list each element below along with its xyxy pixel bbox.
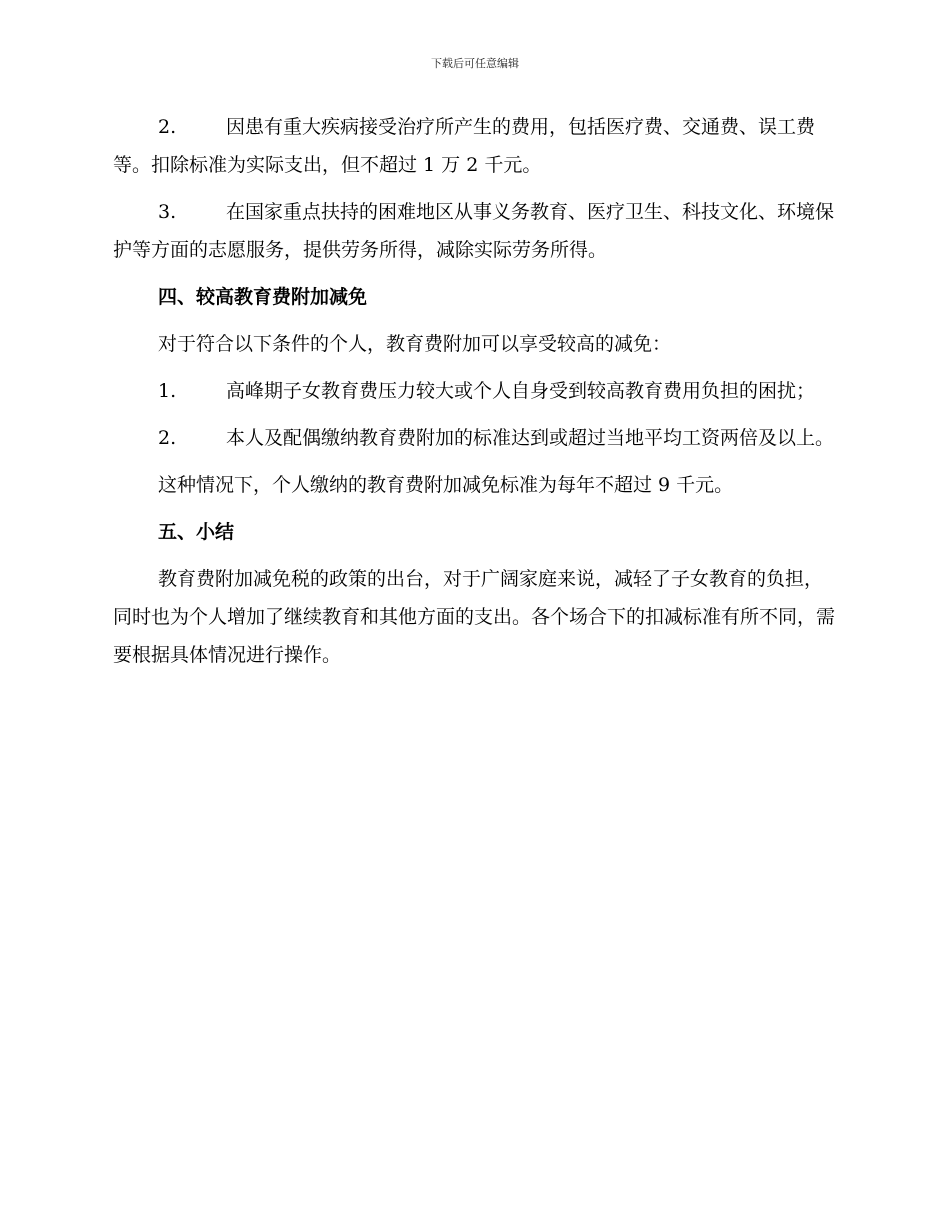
paragraph: 对于符合以下条件的个人，教育费附加可以享受较高的减免：	[158, 333, 672, 355]
section-heading: 四、较高教育费附加减免	[158, 286, 368, 308]
list-item	[113, 419, 835, 457]
page-header-note: 下载后可任意编辑	[431, 57, 519, 70]
list-item-text: 高峰期子女教育费压力较大或个人自身受到较高教育费用负担的困扰；	[226, 380, 816, 402]
section-heading: 五、小结	[158, 521, 235, 543]
list-item	[113, 108, 835, 184]
list-item-number: 1.	[158, 380, 177, 402]
list-item-text: 因患有重大疾病接受治疗所产生的费用，包括医疗费、交通费、误工费等。扣除标准为实际支出，但不超过 1 万 2 千元。	[113, 116, 816, 176]
list-item-text: 本人及配偶缴纳教育费附加的标准达到或超过当地平均工资两倍及以上。	[226, 427, 835, 449]
list-item	[113, 193, 835, 269]
list-item-number: 2.	[158, 427, 177, 449]
list-item-text: 在国家重点扶持的困难地区从事义务教育、医疗卫生、科技文化、环境保护等方面的志愿服务，提供劳务所得，减除实际劳务所得。	[113, 201, 835, 261]
list-item	[113, 372, 835, 410]
document-body	[113, 108, 835, 683]
paragraph: 教育费附加减免税的政策的出台，对于广阔家庭来说，减轻了子女教育的负担，同时也为个人增加了继续教育和其他方面的支出。各个场合下的扣减标准有所不同，需要根据具体情况进行操作。	[113, 568, 836, 666]
list-item-number: 2.	[158, 116, 177, 138]
paragraph: 这种情况下，个人缴纳的教育费附加减免标准为每年不超过 9 千元。	[158, 474, 734, 496]
list-item-number: 3.	[158, 201, 177, 223]
